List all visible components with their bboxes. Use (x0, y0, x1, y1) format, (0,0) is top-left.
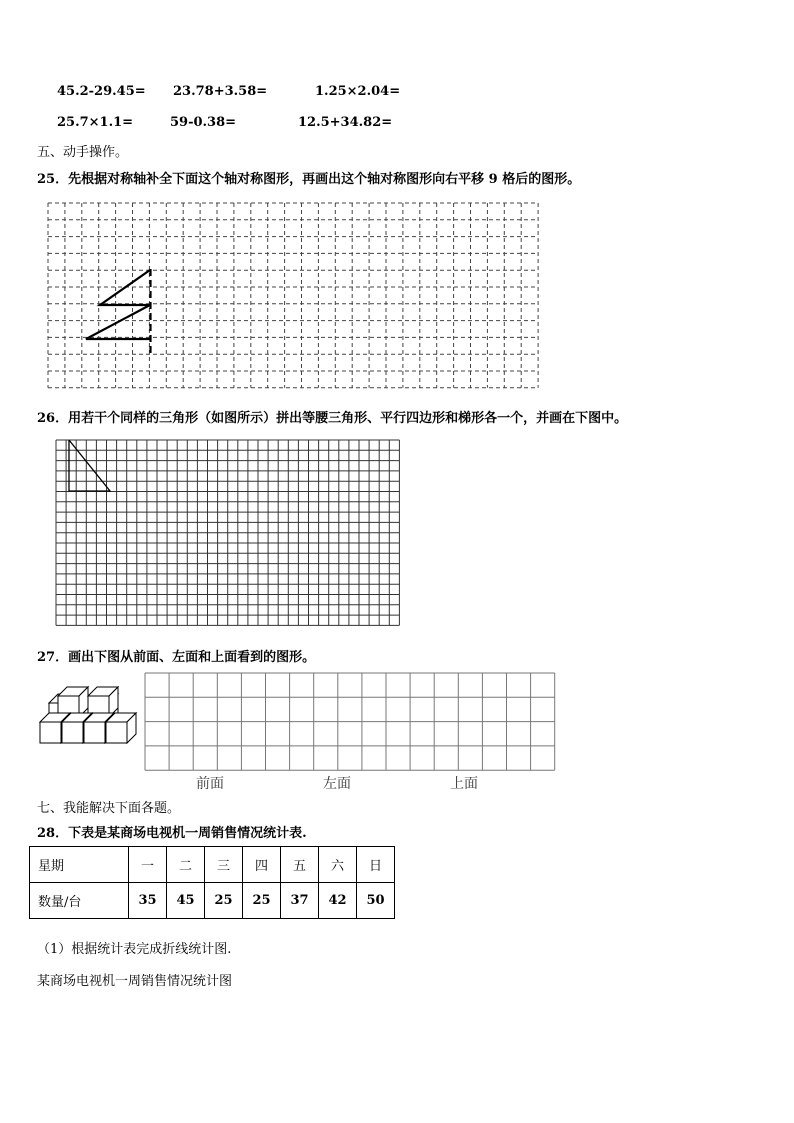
value-cell: 42 (319, 883, 357, 919)
section-7-heading: 七、我能解决下面各题。 (37, 801, 181, 816)
sales-table (29, 846, 395, 919)
value-cell: 25 (205, 883, 243, 919)
day-cell: 六 (319, 847, 357, 883)
table-header-label: 星期 (30, 847, 129, 883)
day-cell: 二 (167, 847, 205, 883)
calc-3: 1.25×2.04= (315, 84, 401, 99)
day-cell: 三 (205, 847, 243, 883)
calc-2: 23.78+3.58= (173, 84, 268, 99)
day-cell: 一 (129, 847, 167, 883)
chart-title: 某商场电视机一周销售情况统计图 (37, 974, 233, 989)
table-row (30, 847, 395, 883)
day-cell: 日 (357, 847, 395, 883)
value-cell: 50 (357, 883, 395, 919)
calc-5: 59-0.38= (170, 115, 237, 130)
label-front: 前面 (196, 776, 224, 792)
label-left: 左面 (323, 776, 351, 792)
value-cell: 45 (167, 883, 205, 919)
value-cell: 35 (129, 883, 167, 919)
section-5-heading: 五、动手操作。 (37, 145, 129, 160)
calc-4: 25.7×1.1= (57, 115, 134, 130)
question-28: 28．下表是某商场电视机一周销售情况统计表. (37, 826, 307, 841)
table-row-label: 数量/台 (30, 883, 129, 919)
value-cell: 37 (281, 883, 319, 919)
question-28-sub-1: （1）根据统计表完成折线统计图. (37, 942, 232, 957)
table-row (30, 883, 395, 919)
day-cell: 五 (281, 847, 319, 883)
question-25: 25．先根据对称轴补全下面这个轴对称图形，再画出这个轴对称图形向右平移 9 格后的图形。 (37, 172, 581, 187)
day-cell: 四 (243, 847, 281, 883)
value-cell: 25 (243, 883, 281, 919)
label-top: 上面 (450, 776, 478, 792)
question-26: 26．用若干个同样的三角形（如图所示）拼出等腰三角形、平行四边形和梯形各一个，并画在下图中。 (37, 411, 628, 426)
calc-6: 12.5+34.82= (298, 115, 393, 130)
question-27: 27．画出下图从前面、左面和上面看到的图形。 (37, 650, 316, 665)
calc-1: 45.2-29.45= (57, 84, 146, 99)
